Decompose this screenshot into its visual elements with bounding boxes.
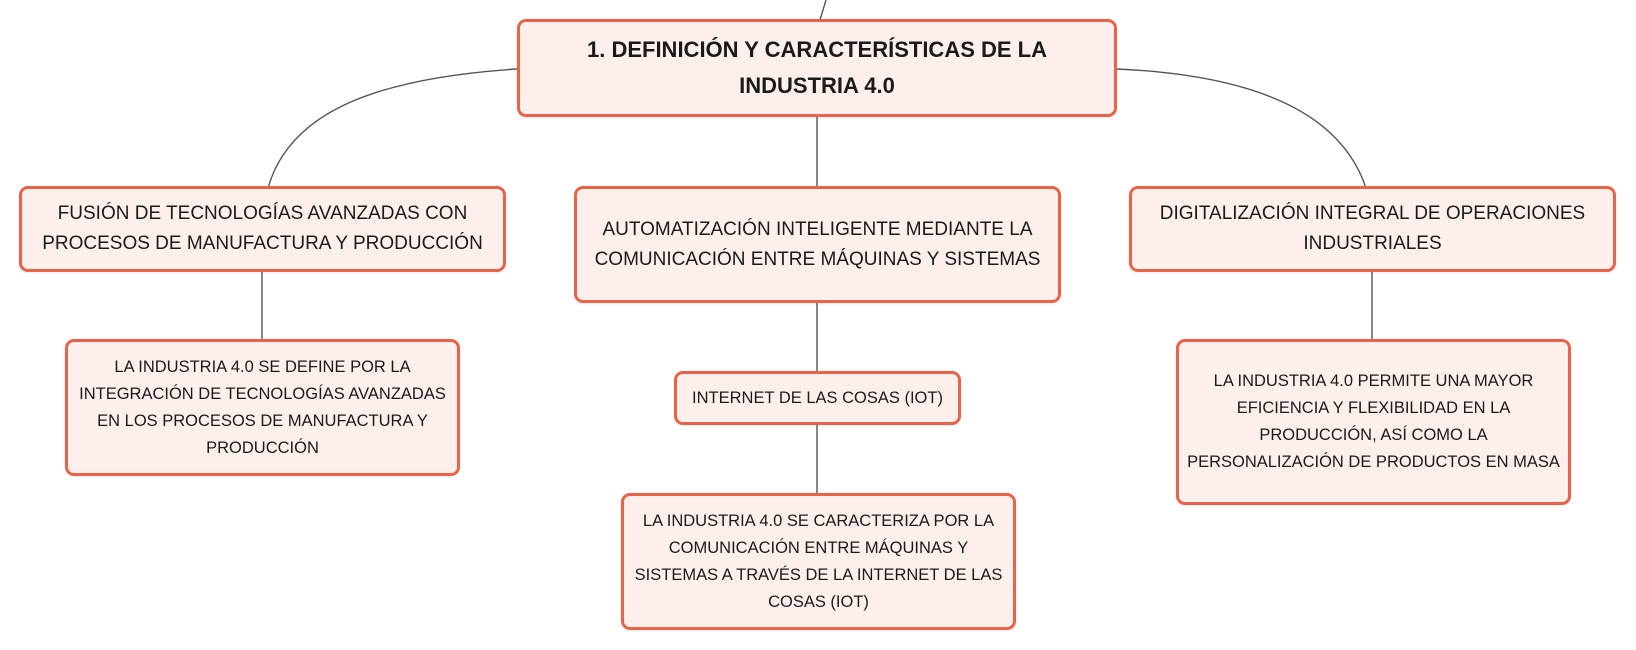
branch-node-automatizacion[interactable] bbox=[574, 186, 1061, 303]
root-topic-node[interactable] bbox=[517, 19, 1117, 117]
branch-label-fusion: FUSIÓN DE TECNOLOGÍAS AVANZADAS CON PROCESOS DE MANUFACTURA Y PRODUCCIÓN bbox=[42, 203, 483, 254]
branch-node-fusion[interactable] bbox=[19, 186, 506, 272]
connector-root-to-left-branch bbox=[268, 69, 517, 188]
subtopic-node-beneficios[interactable] bbox=[1176, 339, 1571, 505]
subtopic-label-iot: INTERNET DE LAS COSAS (IOT) bbox=[692, 388, 943, 407]
root-topic-label: 1. DEFINICIÓN Y CARACTERÍSTICAS DE LA INDUSTRIA 4.0 bbox=[586, 37, 1047, 98]
subtopic-node-definicion[interactable] bbox=[65, 339, 460, 476]
subtopic-label-beneficios: LA INDUSTRIA 4.0 PERMITE UNA MAYOR EFICIENCIA Y FLEXIBILIDAD EN LA PRODUCCIÓN, ASÍ COMO LA PERSONALIZACIÓN DE PRODUCTOS EN MASA bbox=[1187, 372, 1560, 471]
subtopic-node-iot[interactable] bbox=[674, 371, 961, 425]
branch-node-digitalizacion[interactable] bbox=[1129, 186, 1616, 272]
subtopic-label-caracterizacion: LA INDUSTRIA 4.0 SE CARACTERIZA POR LA COMUNICACIÓN ENTRE MÁQUINAS Y SISTEMAS A TRAVÉS DE LA INTERNET DE LAS COSAS (IOT) bbox=[634, 511, 1003, 611]
connector-parent-in bbox=[820, 0, 826, 20]
subtopic-node-caracterizacion[interactable] bbox=[621, 493, 1016, 630]
branch-label-digitalizacion: DIGITALIZACIÓN INTEGRAL DE OPERACIONES INDUSTRIALES bbox=[1159, 203, 1586, 254]
connector-root-to-right-branch bbox=[1117, 69, 1366, 188]
subtopic-label-definicion: LA INDUSTRIA 4.0 SE DEFINE POR LA INTEGRACIÓN DE TECNOLOGÍAS AVANZADAS EN LOS PROCESOS DE MANUFACTURA Y PRODUCCIÓN bbox=[79, 357, 446, 457]
branch-label-automatizacion: AUTOMATIZACIÓN INTELIGENTE MEDIANTE LA COMUNICACIÓN ENTRE MÁQUINAS Y SISTEMAS bbox=[594, 218, 1041, 270]
